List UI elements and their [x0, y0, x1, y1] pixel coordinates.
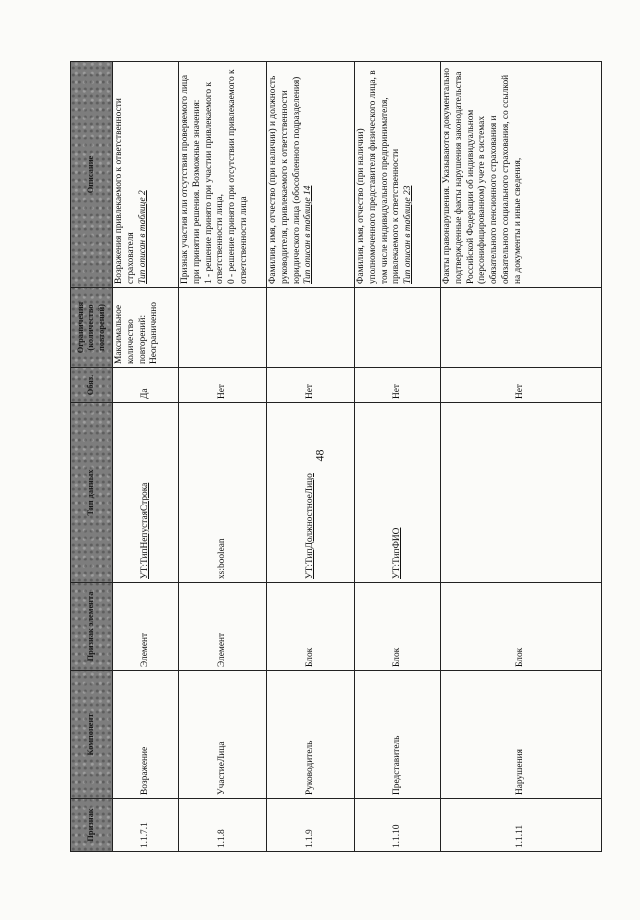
cell-required: Нет: [441, 368, 602, 403]
cell-id: 1.1.7.1: [113, 799, 179, 852]
description-text: Фамилия, имя, отчество (при наличии) и должность руководителя, привлекаемого к ответственности юридического лица (обособленного подразделения): [268, 75, 302, 284]
table-row: [355, 62, 441, 852]
cell-type: [267, 403, 355, 583]
cell-type: xs:boolean: [179, 403, 267, 583]
header-required: Обяз.: [71, 368, 113, 403]
table-header-row: [71, 62, 113, 852]
type-link: УТ:ТипДолжностноеЛицо: [304, 473, 315, 579]
cell-required: Нет: [179, 368, 267, 403]
cell-name: Возражение: [113, 671, 179, 799]
cell-required: Нет: [355, 368, 441, 403]
cell-name: УчастиеЛица: [179, 671, 267, 799]
cell-name: Руководитель: [267, 671, 355, 799]
table-container: [70, 62, 640, 848]
cell-name: Нарушения: [441, 671, 602, 799]
header-type: Тип данных: [71, 403, 113, 583]
cell-required: Да: [113, 368, 179, 403]
cell-kind: Блок: [267, 583, 355, 671]
header-limits: Ограничения (количество повторений): [71, 288, 113, 368]
cell-limits: [179, 288, 267, 368]
header-name: Компонент: [71, 671, 113, 799]
description-text: Фамилия, имя, отчество (при наличии) уполномоченного представителя физического лица, в том числе индивидуального предпринимателя, привлекаемого к ответственности: [356, 70, 402, 284]
cell-limits: Максимальное количество повторений: Неограниченно: [113, 288, 179, 368]
page-number: 48: [312, 449, 327, 462]
type-link: УТ:ТипФИО: [391, 527, 402, 579]
description-value-0: 0 - решение принято при отсутствии привлекаемого к ответственности лица: [227, 69, 249, 284]
cell-limits: [441, 288, 602, 368]
description-text: Факты правонарушения. Указываются документально подтвержденные факты нарушения законодательства Российской Федерации об индивидуальном (персонифицированном) учете в системах обязательного пенсионного страхования и обязательного социального страхования, со ссылкой на документы и иные сведения,: [442, 68, 523, 284]
cell-name: Представитель: [355, 671, 441, 799]
cell-kind: Элемент: [179, 583, 267, 671]
rotated-table: [70, 62, 602, 852]
table-row: [179, 62, 267, 852]
description-value-1: 1 - решение принято при участии привлекаемого к ответственности лица,: [203, 81, 226, 284]
schema-table: [70, 61, 602, 852]
cell-description: [441, 62, 602, 288]
cell-id: 1.1.8: [179, 799, 267, 852]
cell-kind: Блок: [441, 583, 602, 671]
cell-id: 1.1.9: [267, 799, 355, 852]
header-id: Признак: [71, 799, 113, 852]
cell-kind: Блок: [355, 583, 441, 671]
table-row: [441, 62, 602, 852]
cell-description: [113, 62, 179, 288]
description-reference: Тип описан в таблице 23: [403, 185, 413, 284]
description-text: Признак участия или отсутствия проверяемого лица при принятии решения. Возможные значения:: [180, 74, 202, 284]
cell-type: [113, 403, 179, 583]
cell-type: [355, 403, 441, 583]
type-link: УТ:ТипНепустаяСтрока: [139, 482, 150, 579]
header-description: Описание: [71, 62, 113, 288]
cell-kind: Элемент: [113, 583, 179, 671]
cell-description: [267, 62, 355, 288]
cell-required: Нет: [267, 368, 355, 403]
table-row: [113, 62, 179, 852]
cell-id: 1.1.11: [441, 799, 602, 852]
table-row: [267, 62, 355, 852]
cell-limits: [355, 288, 441, 368]
cell-id: 1.1.10: [355, 799, 441, 852]
header-kind: Признак элемента: [71, 583, 113, 671]
description-text: Возражения привлекаемого к ответственности страхователя: [114, 98, 136, 284]
description-reference: Тип описан в таблице 14: [303, 185, 314, 284]
description-reference: Тип описан в таблице 2: [137, 190, 148, 284]
cell-type: [441, 403, 602, 583]
cell-limits: [267, 288, 355, 368]
cell-description: [355, 62, 441, 288]
cell-description: [179, 62, 267, 288]
